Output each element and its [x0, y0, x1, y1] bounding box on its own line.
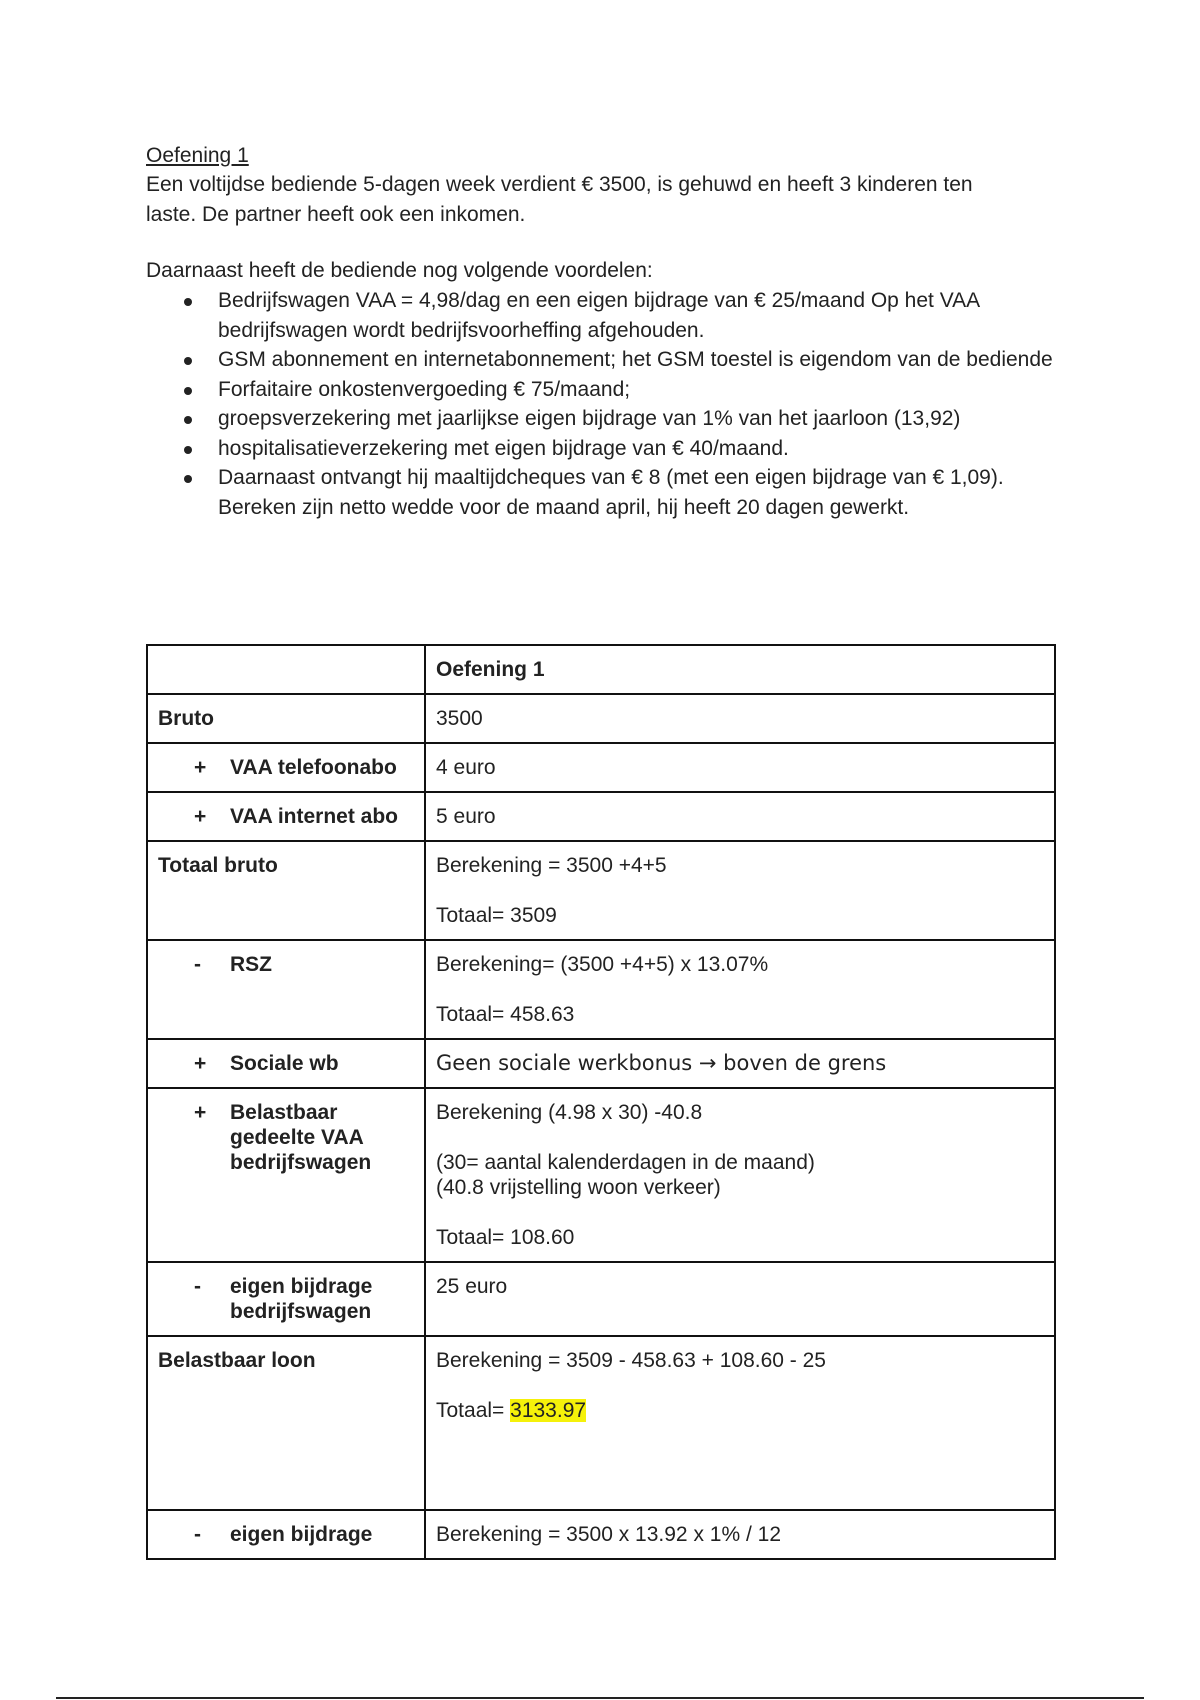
plus-sign: + [194, 805, 207, 828]
row-sociale-wb [147, 1039, 1055, 1088]
row-label: VAA telefoonabo [230, 756, 397, 779]
row-total: Totaal= 3509 [436, 904, 557, 927]
row-vaa-telefoonabo [147, 743, 1055, 792]
row-eigen-bijdrage-bedrijfswagen [147, 1262, 1055, 1336]
row-calculation: Berekening= (3500 +4+5) x 13.07% [436, 953, 769, 976]
plus-sign: + [194, 1101, 207, 1124]
bullet-icon [184, 387, 192, 395]
intro-line-2: laste. De partner heeft ook een inkomen. [146, 203, 526, 226]
row-calculation: Berekening = 3500 +4+5 [436, 854, 667, 877]
plus-sign: + [194, 1052, 207, 1075]
bullet-icon [184, 475, 192, 483]
row-label: RSZ [230, 953, 272, 976]
salary-calculation-table [146, 644, 1056, 1560]
row-eigen-bijdrage [147, 1510, 1055, 1559]
minus-sign: - [194, 953, 201, 976]
row-calculation: Berekening = 3509 - 458.63 + 108.60 - 25 [436, 1349, 826, 1372]
footer-divider [56, 1697, 1144, 1699]
table-header-row [147, 645, 1055, 694]
row-label: VAA internet abo [230, 805, 399, 828]
row-label: eigen bijdrage bedrijfswagen [230, 1275, 373, 1323]
row-label: Sociale wb [230, 1052, 339, 1075]
row-value: 5 euro [425, 792, 1055, 841]
header-empty-cell [147, 645, 425, 694]
highlighted-total: 3133.97 [510, 1399, 587, 1422]
row-value: 3500 [425, 694, 1055, 743]
row-label: Belastbaar gedeelte VAA bedrijfswagen [230, 1101, 372, 1174]
row-value: 25 euro [425, 1262, 1055, 1336]
list-item: Forfaitaire onkostenvergoeding € 75/maand; [218, 375, 1056, 405]
row-value: Geen sociale werkbonus → boven de grens [425, 1039, 1055, 1088]
row-label: eigen bijdrage [230, 1523, 373, 1546]
row-vaa-internet [147, 792, 1055, 841]
minus-sign: - [194, 1275, 201, 1298]
row-calculation: Berekening (4.98 x 30) -40.8 [436, 1101, 703, 1124]
exercise-text [146, 142, 1056, 522]
row-note: (30= aantal kalenderdagen in de maand) [436, 1151, 815, 1174]
list-item: GSM abonnement en internetabonnement; het GSM toestel is eigendom van de bediende [218, 345, 1056, 375]
list-item: Daarnaast ontvangt hij maaltijdcheques van € 8 (met een eigen bijdrage van € 1,09). Bereken zijn netto wedde voor de maand april, hij heeft 20 dagen gewerkt. [218, 463, 1056, 522]
bullet-icon [184, 298, 192, 306]
row-belastbaar-loon [147, 1336, 1055, 1510]
list-item: groepsverzekering met jaarlijkse eigen bijdrage van 1% van het jaarloon (13,92) [218, 404, 1056, 434]
minus-sign: - [194, 1523, 201, 1546]
row-total: Totaal= 458.63 [436, 1003, 575, 1026]
row-label: Totaal bruto [147, 841, 425, 940]
row-label: Bruto [147, 694, 425, 743]
row-value: 4 euro [425, 743, 1055, 792]
row-calculation: Berekening = 3500 x 13.92 x 1% / 12 [425, 1510, 1055, 1559]
bullet-icon [184, 416, 192, 424]
bullet-icon [184, 446, 192, 454]
row-rsz [147, 940, 1055, 1039]
row-vaa-bedrijfswagen [147, 1088, 1055, 1262]
row-totaal-bruto [147, 841, 1055, 940]
bullet-icon [184, 357, 192, 365]
intro-line-1: Een voltijdse bediende 5-dagen week verdient € 3500, is gehuwd en heeft 3 kinderen ten [146, 173, 973, 196]
row-total: Totaal= 108.60 [436, 1226, 575, 1249]
benefits-list [146, 286, 1056, 522]
list-item: hospitalisatieverzekering met eigen bijdrage van € 40/maand. [218, 434, 1056, 464]
list-item: Bedrijfswagen VAA = 4,98/dag en een eigen bijdrage van € 25/maand Op het VAA bedrijfswagen wordt bedrijfsvoorheffing afgehouden. [218, 286, 1056, 345]
row-label: Belastbaar loon [147, 1336, 425, 1510]
row-note: (40.8 vrijstelling woon verkeer) [436, 1176, 721, 1199]
row-total: Totaal= 3133.97 [436, 1399, 587, 1422]
plus-sign: + [194, 756, 207, 779]
exercise-title: Oefening 1 [146, 144, 249, 167]
row-bruto [147, 694, 1055, 743]
table-header: Oefening 1 [425, 645, 1055, 694]
benefits-intro: Daarnaast heeft de bediende nog volgende voordelen: [146, 259, 653, 282]
